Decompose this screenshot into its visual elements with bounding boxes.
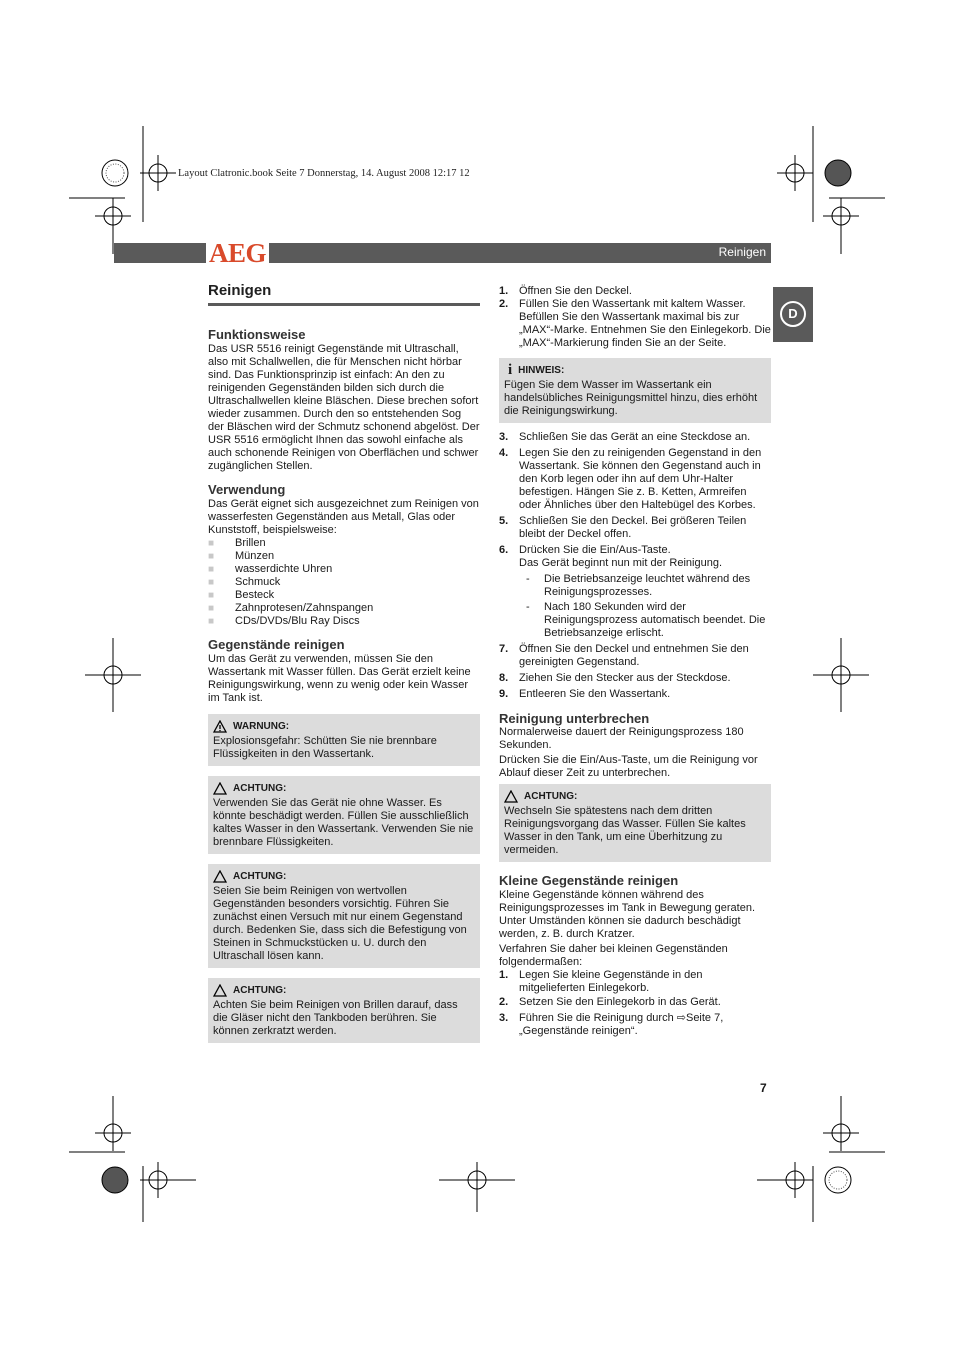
list-item: ■ Brillen bbox=[208, 537, 266, 549]
text-kleine-1: Kleine Gegenstände können während des Reinigungsprozesses im Tank in Bewegung geraten. Unter Umständen können sie dadurch beschädigt werden, z. B. durch Kratzer. bbox=[499, 889, 756, 940]
sub-steps-list bbox=[499, 573, 771, 640]
list-item: 2. Setzen Sie den Einlegekorb in das Gerät. bbox=[499, 996, 721, 1008]
heading-verwendung: Verwendung bbox=[208, 482, 286, 497]
bullet-square-icon: ■ bbox=[208, 616, 215, 627]
warning-box bbox=[208, 714, 480, 766]
list-item: 4. Legen Sie den zu reinigenden Gegenstand in den Wassertank. Sie können den Gegenstand auch in den Korb legen oder ihn auf dem Uhr-Halter befestigen. Hängen Sie z. B. Ketten, Armreifen oder Ähnliches über den Haltebügel des Korbes. bbox=[499, 447, 762, 511]
caution-box bbox=[499, 784, 771, 862]
text-unterbrechen-2: Drücken Sie die Ein/Aus-Taste, um die Reinigung vor Ablauf dieser Zeit zu unterbrechen. bbox=[499, 754, 758, 779]
heading-gegenstaende-reinigen: Gegenstände reinigen bbox=[208, 637, 345, 652]
caution-label: ACHTUNG: bbox=[233, 985, 287, 996]
info-icon: i bbox=[508, 362, 513, 378]
list-item: ■ CDs/DVDs/Blu Ray Discs bbox=[208, 615, 360, 627]
hint-label: HINWEIS: bbox=[518, 365, 565, 376]
warning-triangle-icon bbox=[213, 720, 227, 733]
steps-list bbox=[499, 643, 771, 701]
list-item: ■ Zahnprotesen/Zahnspangen bbox=[208, 602, 374, 614]
list-item: ■ Besteck bbox=[208, 589, 275, 601]
right-column bbox=[499, 285, 771, 1038]
list-item: 1. Legen Sie kleine Gegenstände in den mitgelieferten Einlegekorb. bbox=[499, 969, 703, 994]
list-item: 1. Öffnen Sie den Deckel. bbox=[499, 285, 632, 297]
language-tab-label: D bbox=[780, 301, 806, 327]
caution-text: Verwenden Sie das Gerät nie ohne Wasser. Es könnte beschädigt werden. Füllen Sie ausschließlich kaltes Wasser in den Wassertank. Verwenden Sie nie brennbare Flüssigkeiten. bbox=[213, 797, 474, 848]
caution-box bbox=[208, 978, 480, 1043]
list-item: ■ Schmuck bbox=[208, 576, 281, 588]
caution-text: Wechseln Sie spätestens nach dem dritten Reinigungsvorgang das Wasser. Füllen Sie kaltes Wasser in den Tank, um eine Überhitzung zu vermeiden. bbox=[504, 805, 746, 856]
warning-text: Explosionsgefahr: Schütten Sie nie brennbare Flüssigkeiten in den Wassertank. bbox=[213, 735, 437, 760]
list-item: - Die Betriebsanzeige leuchtet während des Reinigungsprozesses. bbox=[526, 573, 751, 598]
left-column bbox=[208, 284, 480, 1043]
text-kleine-2: Verfahren Sie daher bei kleinen Gegenständen folgendermaßen: bbox=[499, 943, 728, 968]
print-meta-line: Layout Clatronic.book Seite 7 Donnerstag, 14. August 2008 12:17 12 bbox=[178, 168, 470, 179]
bullet-square-icon: ■ bbox=[208, 590, 215, 601]
list-item: 7. Öffnen Sie den Deckel und entnehmen Sie den gereinigten Gegenstand. bbox=[499, 643, 749, 668]
text-gegenstaende-reinigen: Um das Gerät zu verwenden, müssen Sie den Wassertank mit Wasser füllen. Das Gerät erzielt keine Reinigungswirkung, wenn zu wenig oder kein Wasser im Tank ist. bbox=[208, 653, 471, 704]
list-item: 9. Entleeren Sie den Wassertank. bbox=[499, 688, 671, 700]
list-item: 8. Ziehen Sie den Stecker aus der Steckdose. bbox=[499, 672, 731, 684]
warning-label: WARNUNG: bbox=[233, 721, 290, 732]
header-section-title: Reinigen bbox=[718, 245, 766, 259]
caution-text: Achten Sie beim Reinigen von Brillen darauf, dass die Gläser nicht den Tankboden berühren. Sie können zerkratzt werden. bbox=[213, 999, 458, 1037]
list-item: ■ wasserdichte Uhren bbox=[208, 563, 333, 575]
caution-box bbox=[208, 864, 480, 968]
heading-kleine-gegenstaende: Kleine Gegenstände reinigen bbox=[499, 873, 679, 888]
bullet-square-icon: ■ bbox=[208, 577, 215, 588]
list-item: 5. Schließen Sie den Deckel. Bei größeren Teilen bleibt der Deckel offen. bbox=[499, 515, 747, 540]
list-item: - Nach 180 Sekunden wird der Reinigungsprozess automatisch beendet. Die Betriebsanzeige erlischt. bbox=[526, 601, 766, 639]
language-tab bbox=[773, 287, 813, 342]
list-item: 3. Schließen Sie das Gerät an eine Steckdose an. bbox=[499, 431, 751, 443]
bullet-square-icon: ■ bbox=[208, 603, 215, 614]
caution-label: ACHTUNG: bbox=[233, 783, 287, 794]
hint-text: Fügen Sie dem Wasser im Wassertank ein handelsübliches Reinigungsmittel hinzu, dies erhöht die Reinigungswirkung. bbox=[504, 379, 758, 417]
cross-reference-link[interactable]: Führen Sie die Reinigung durch ⇨Seite 7, „Gegenstände reinigen“. bbox=[519, 1012, 724, 1037]
usage-list bbox=[208, 537, 480, 628]
steps-list bbox=[499, 431, 771, 570]
caution-label: ACHTUNG: bbox=[233, 871, 287, 882]
aeg-logo: AEG bbox=[206, 241, 269, 265]
list-item: 6. Drücken Sie die Ein/Aus-Taste. Das Gerät beginnt nun mit der Reinigung. bbox=[499, 544, 723, 569]
text-unterbrechen-1: Normalerweise dauert der Reinigungsprozess 180 Sekunden. bbox=[499, 726, 744, 751]
caution-box bbox=[208, 776, 480, 854]
header-bar bbox=[114, 238, 771, 268]
caution-triangle-icon bbox=[213, 782, 227, 795]
heading-funktionsweise: Funktionsweise bbox=[208, 327, 306, 342]
list-item: 3. Führen Sie die Reinigung durch ⇨Seite 7, „Gegenstände reinigen“. bbox=[499, 1012, 771, 1038]
caution-label: ACHTUNG: bbox=[524, 791, 578, 802]
caution-triangle-icon bbox=[213, 870, 227, 883]
page-number: 7 bbox=[760, 1081, 767, 1095]
steps-list bbox=[499, 969, 771, 1038]
steps-list bbox=[499, 285, 771, 350]
list-item: ■ Münzen bbox=[208, 550, 275, 562]
page-title: Reinigen bbox=[208, 284, 480, 306]
heading-reinigung-unterbrechen: Reinigung unterbrechen bbox=[499, 711, 650, 726]
caution-triangle-icon bbox=[213, 984, 227, 997]
bullet-square-icon: ■ bbox=[208, 538, 215, 549]
list-item: 2. Füllen Sie den Wassertank mit kaltem Wasser. Befüllen Sie den Wassertank maximal bis zur „MAX“-Marke. Entnehmen Sie den Einlegekorb. Die „MAX“-Markierung finden Sie an der Seite. bbox=[499, 298, 771, 349]
bullet-square-icon: ■ bbox=[208, 564, 215, 575]
text-funktionsweise: Das USR 5516 reinigt Gegenstände mit Ultraschall, also mit Schallwellen, die für Menschen nicht hörbar sind. Das Funktionsprinzip ist einfach: An den zu reinigenden Gegenständen bilden sich durch die Ultraschallwellen kleine Bläschen. Diese brechen sofort wieder zusammen. Durch den so entstehenden Sog der Bläschen wird der Schmutz schonend abgelöst. Der USR 5516 ermöglicht Ihnen das sowohl einfache als auch schonende Reinigen von Oberflächen und schwer zugänglichen Stellen. bbox=[208, 343, 480, 472]
bullet-square-icon: ■ bbox=[208, 551, 215, 562]
text-verwendung: Das Gerät eignet sich ausgezeichnet zum Reinigen von wasserfesten Gegenständen aus Metall, Glas oder Kunststoff, beispielsweise: bbox=[208, 498, 479, 536]
caution-text: Seien Sie beim Reinigen von wertvollen Gegenständen besonders vorsichtig. Führen Sie zunächst einen Versuch mit nur einem Gegenstand durch. Bedenken Sie, dass sich die Befestigung von Steinen in Schmuckstücken u. U. durch den Ultraschall lösen kann. bbox=[213, 885, 467, 962]
hint-box bbox=[499, 358, 771, 423]
caution-triangle-icon bbox=[504, 790, 518, 803]
